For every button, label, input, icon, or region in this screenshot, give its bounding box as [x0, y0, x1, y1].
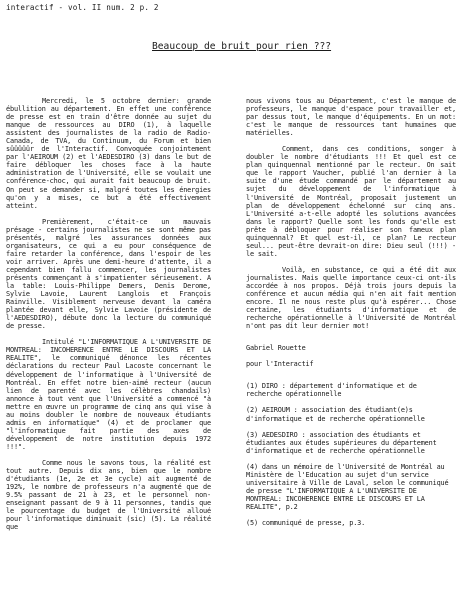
- paragraph-questions: Comment, dans ces conditions, songer à doubler le nombre d'étudiants !!! Et quel est ce plan quinquennal mentionné par le recteur. On sait que le rapport Vaucher, publié l'an dernier à la suite d'une étude commandé par le département au sujet du développement de l'informatique à l'Université de Montréal, proposait justement un plan de développement échelonné sur cinq ans. L'Université a-t-elle adopté les solutions avancées dans le rapport? Quelle sont les fonds qu'elle est prête à débloquer pour réaliser son fameux plan quinquennal? Et quel est-il, ce plan? Le recteur seul... peut-être devrait-on dire: Dieu seul (!!!) - le sait.: [246, 145, 456, 258]
- paragraph-continuation: nous vivons tous au Département, c'est le manque de professeurs, le manque d'espace pour travailler et, par dessus tout, le manque d'équipements. En un mot: c'est le manque de ressources tant humaines que matérielles.: [246, 97, 456, 138]
- signature-block: [246, 344, 456, 368]
- paragraph-intro: Mercredi, le 5 octobre dernier: grande ébullition au département. En effet une conférence de presse est en train d'être donnée au sujet du manque de ressources au DIRO (1), à laquelle assistent des journalistes de la radio de Radio-Canada, de TVA, du Continuum, du Forum et bien sûûûûûr de l'Interactif. Convoquée conjointement par l'AEIROUM (2) et l'AEDESDIRO (3) dans le but de faire débloquer les choses face à la haute administration de l'Université, elle se voulait une conférence-choc, qui aurait fait beaucoup de bruit. On peut se demander si, malgré toutes les énergies qu'on y a mises, ce but a été effectivement atteint.: [6, 97, 211, 210]
- paragraph-communique: Intitulé "L'INFORMATIQUE A L'UNIVERSITE DE MONTREAL: INCOHERENCE ENTRE LE DISCOURS ET LA REALITE", le communiqué dénonce les récentes déclarations du recteur Paul Lacoste concernant le développement de l'informatique à l'Université de Montréal. En effet notre bien-aimé recteur (aucun lien de parenté avec les célèbres chandails) annonce à tout vent que l'Université a commencé "à mettre en œuvre un programme de cinq ans qui vise à au moins doubler le nombre de nouveaux étudiants admis en informatique" (4) et de proclamer que "l'informatique fait partie des axes de développement de notre institution depuis 1972 !!!".: [6, 338, 211, 451]
- paragraph-conclusion: Voilà, en substance, ce qui a été dit aux journalistes. Mais quelle importance ceux-ci ont-ils accordée à nos propos. Déjà trois jours depuis la conférence et aucun média qui n'en ait fait mention encore. Il ne nous reste plus qu'à espérer... Chose certaine, les étudiants d'informatique et de recherche opérationnelle à l'Université de Montréal n'ont pas dit leur dernier mot!: [246, 265, 456, 331]
- footnote-4: (4) dans un mémoire de l'Université de Montréal au Ministère de l'Education au sujet d'un service universitaire à Ville de Laval, selon le communiqué de presse "L'INFORMATIQUE A L'UNIVERSITE DE MONTREAL: INCOHERENCE ENTRE LE DISCOURS ET LA REALITE", p.2: [246, 462, 449, 511]
- paragraph-press-conference: Premièrement, c'était-ce un mauvais présage - certains journalistes ne se sont même pas présentés, malgré les assurances données aux organisateurs, ce qui a eu pour conséquence de faire retarder la conférence, dans l'espoir de les voir arriver. Après une demi-heure d'attente, il a cependant bien fallu commencer, les journalistes présents commençant à s'impatienter sérieusement. A la table: Louis-Philippe Demers, Denis Derome, Sylvie Lavoie, Laurent Langlois et François Rainville. Visiblement nerveuse devant la caméra plantée devant elle, Sylvie Lavoie (présidente de l'AEDESDIRO), débute donc la lecture du communiqué de presse.: [6, 217, 211, 331]
- author-name: Gabriel Rouette: [246, 344, 306, 353]
- footnote-2: (2) AEIROUM : association des étudiant(e)s d'informatique et de recherche opérationnelle: [246, 406, 425, 423]
- running-head: interactif - vol. II num. 2 p. 2: [6, 3, 159, 12]
- footnotes: [246, 382, 456, 527]
- paragraph-reality: Comme nous le savons tous, la réalité est tout autre. Depuis dix ans, bien que le nombre d'étudiants (1e, 2e et 3e cycle) ait augmenté de 192%, le nombre de professeurs n'a augmenté que de 9.5% passant de 21 à 23, et le personnel non-enseignant passant de 9 à 11 personnes, tandis que le pourcentage du budget de l'Université alloué pour l'informatique diminuait (sic) (5). La réalité que: [6, 458, 211, 532]
- right-column: [246, 97, 456, 527]
- footnote-3: (3) AEDESDIRO : association des étudiants et étudiantes aux études supérieures du département d'informatique et de recherche opérationnelle: [246, 430, 437, 455]
- author-affiliation: pour l'Interactif: [246, 360, 314, 369]
- article-title: Beaucoup de bruit pour rien ???: [152, 41, 332, 52]
- footnote-1: (1) DIRO : département d'informatique et de recherche opérationnelle: [246, 382, 417, 399]
- left-column: [6, 97, 211, 531]
- footnote-5: (5) communiqué de presse, p.3.: [246, 518, 366, 527]
